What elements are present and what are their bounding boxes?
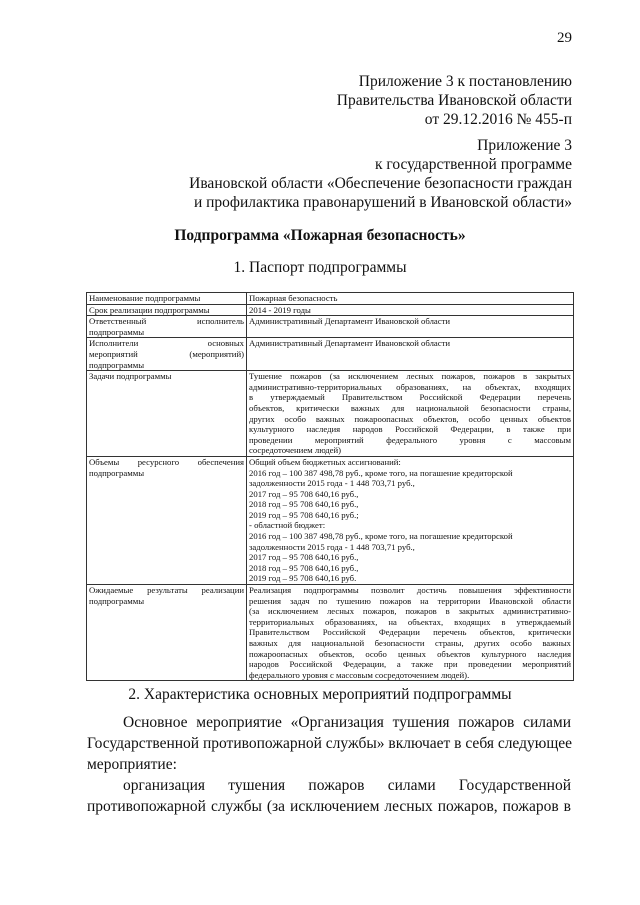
row-value-line: 2019 год – 95 708 640,16 руб. [249, 573, 357, 584]
row-value-line: 2019 год – 95 708 640,16 руб.; [249, 509, 359, 520]
row-value-line: 2018 год – 95 708 640,16 руб., [249, 562, 359, 573]
row-value-line: культурного наследия народов Российской Федерации, в также при [249, 424, 571, 435]
row-value-line: Общий объем бюджетных ассигнований: [249, 456, 401, 467]
row-value-line: - областной бюджет: [249, 520, 326, 531]
body-line: Государственной противопожарной службы» включает в себя следующее [87, 735, 573, 752]
row-label-line: подпрограммы [89, 595, 145, 606]
row-value-line: решения задач по тушению пожаров на территории Ивановской области [249, 595, 571, 606]
header-line: к государственной программе [374, 156, 572, 173]
row-value-line: территориальных образованиях, на объектах, входящих в утверждаемый [249, 616, 571, 627]
row-value-line: задолженности 2015 года - 1 448 703,71 руб., [249, 478, 415, 489]
row-label-line: Ожидаемые результаты реализации [89, 585, 244, 596]
row-value-cell [247, 456, 574, 584]
row-value-cell [247, 304, 574, 316]
row-label-line: Задачи подпрограммы [89, 371, 172, 382]
appendix-header-resolution [150, 72, 572, 129]
table-row [87, 371, 574, 457]
row-value-line: 2018 год – 95 708 640,16 руб., [249, 499, 359, 510]
row-label-cell [87, 585, 247, 681]
row-label-line: мероприятий (мероприятий) [89, 348, 244, 359]
row-value-line: Реализация подпрограммы позволит достичь повышения эффективности [249, 585, 571, 596]
row-value-cell [247, 371, 574, 457]
row-value-line: административно-территориальных образованиях, на объектах, входящих [249, 381, 571, 392]
row-label-cell [87, 316, 247, 338]
table-row [87, 316, 574, 338]
row-value-line: сосредоточением людей) [249, 445, 342, 456]
row-value-line: Тушение пожаров (за исключением лесных пожаров, пожаров в закрытых [249, 371, 571, 382]
body-line: противопожарной службы (за исключением лесных пожаров, пожаров в [87, 798, 571, 815]
row-value-line: народов Российской Федерации, а также при проведении мероприятий [249, 659, 571, 670]
row-value-line: Пожарная безопасность [249, 293, 338, 303]
header-line: Приложение 3 к постановлению [358, 73, 572, 90]
header-line: Приложение 3 [477, 137, 572, 154]
row-value-line: 2017 год – 95 708 640,16 руб., [249, 552, 359, 563]
row-label-line: Объемы ресурсного обеспечения [89, 456, 244, 467]
row-value-line: других особо важных пожароопасных объектов, особо ценных объектов [249, 413, 571, 424]
row-label-line: Наименование подпрограммы [89, 293, 201, 303]
row-label-cell [87, 304, 247, 316]
row-label-cell [87, 338, 247, 371]
row-value-line: в утверждаемый Правительством Российской Федерации перечень [249, 392, 571, 403]
row-value-line: 2016 год – 100 387 498,78 руб., кроме того, на погашение кредиторской [249, 467, 513, 478]
row-value-line: объектов, критически важных для национальной безопасности страны, [249, 402, 571, 413]
row-value-cell [247, 585, 574, 681]
row-value-line: 2017 год – 95 708 640,16 руб., [249, 488, 359, 499]
row-value-cell [247, 338, 574, 371]
row-value-line: Административный Департамент Ивановской области [249, 338, 451, 349]
row-value-line: пожароопасных объектов, особо ценных объектов культурного наследия [249, 648, 571, 659]
header-line: Ивановской области «Обеспечение безопасности граждан [189, 175, 572, 192]
body-text [87, 712, 571, 817]
appendix-header-program [150, 136, 572, 212]
row-value-cell [247, 316, 574, 338]
row-value-line: федерального уровня с массовым сосредоточением людей). [249, 669, 470, 680]
row-value-line: 2016 год – 100 387 498,78 руб., кроме того, на погашение кредиторской [249, 531, 513, 542]
table-row [87, 304, 574, 316]
page-number: 29 [557, 30, 572, 46]
table-row [87, 585, 574, 681]
row-label-line: подпрограммы [89, 467, 145, 478]
row-value-line: (за исключением лесных пожаров, пожаров в закрытых административно- [249, 606, 571, 617]
row-value-line: задолженности 2015 года - 1 448 703,71 руб., [249, 541, 415, 552]
row-label-line: Ответственный исполнитель [89, 316, 244, 327]
body-line: мероприятие: [87, 756, 177, 773]
row-value-line: проведении мероприятий федерального уровня с массовым [249, 434, 571, 445]
passport-table [86, 292, 574, 681]
section2-title: 2. Характеристика основных мероприятий подпрограммы [128, 686, 512, 703]
row-label-line: Срок реализации подпрограммы [89, 304, 210, 315]
table-row [87, 338, 574, 371]
body-line: организация тушения пожаров силами Государственной [123, 777, 571, 794]
header-line: и профилактика правонарушений в Ивановской области» [193, 194, 572, 211]
row-value-line: Административный Департамент Ивановской области [249, 316, 451, 327]
row-value-line: важных для национальной безопасности страны, других особо важных [249, 638, 571, 648]
row-label-line: подпрограммы [89, 359, 145, 370]
row-label-cell [87, 293, 247, 305]
table-row [87, 293, 574, 305]
row-value-line: 2014 - 2019 годы [249, 304, 311, 315]
header-line: от 29.12.2016 № 455-п [424, 111, 572, 128]
row-value-line: Правительством Российской Федерации перечень объектов, критически [249, 627, 571, 638]
table-row [87, 456, 574, 584]
row-label-line: подпрограммы [89, 326, 145, 337]
row-label-cell [87, 371, 247, 457]
section1-title: 1. Паспорт подпрограммы [233, 259, 407, 276]
body-line: Основное мероприятие «Организация тушения пожаров силами [123, 714, 571, 731]
row-value-cell [247, 293, 574, 305]
row-label-cell [87, 456, 247, 584]
row-label-line: Исполнители основных [89, 338, 244, 349]
subprogram-title: Подпрограмма «Пожарная безопасность» [174, 227, 466, 244]
header-line: Правительства Ивановской области [336, 92, 572, 109]
